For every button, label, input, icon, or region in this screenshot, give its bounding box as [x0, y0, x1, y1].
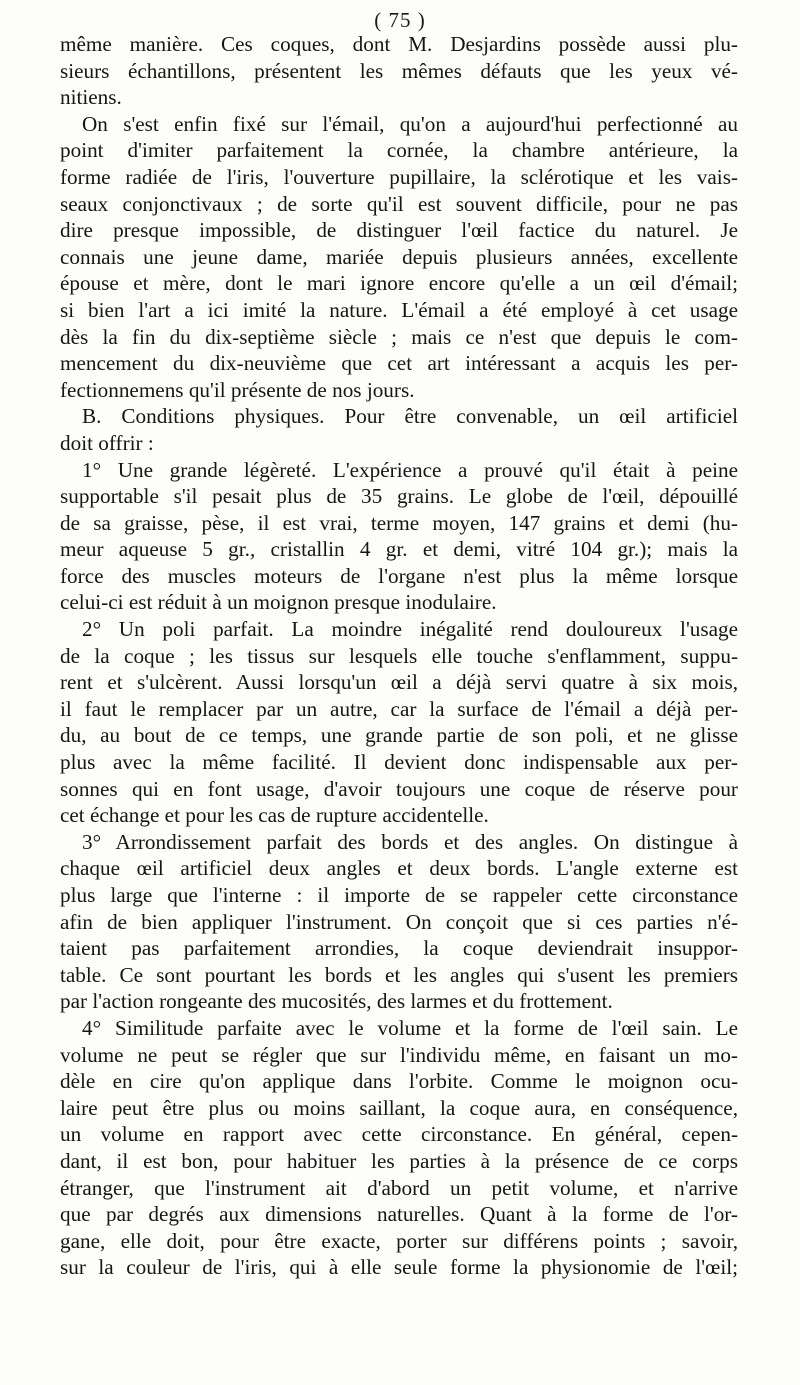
- text-line: même manière. Ces coques, dont M. Desjardins possède aussi plu-: [60, 32, 738, 56]
- text-line: il faut le remplacer par un autre, car la surface de l'émail a déjà per-: [60, 696, 738, 721]
- text-line: de la coque ; les tissus sur lesquels elle touche s'enflamment, suppu-: [60, 643, 738, 668]
- text-line: meur aqueuse 5 gr., cristallin 4 gr. et demi, vitré 104 gr.); mais la: [60, 537, 738, 562]
- text-line: 4° Similitude parfaite avec le volume et la forme de l'œil sain. Le: [82, 1015, 738, 1040]
- text-line: sur la couleur de l'iris, qui à elle seule forme la physionomie de l'œil;: [60, 1255, 738, 1280]
- text-line: dire presque impossible, de distinguer l'œil factice du naturel. Je: [60, 218, 738, 243]
- text-line: du, au bout de ce temps, une grande partie de son poli, et ne glisse: [60, 723, 738, 748]
- text-line: 1° Une grande légèreté. L'expérience a prouvé qu'il était à peine: [82, 457, 738, 482]
- page-number: ( 75 ): [374, 8, 426, 32]
- text-line: On s'est enfin fixé sur l'émail, qu'on a aujourd'hui perfectionné au: [82, 111, 738, 136]
- text-line: afin de bien appliquer l'instrument. On conçoit que si ces parties n'é-: [60, 909, 738, 934]
- text-line: 3° Arrondissement parfait des bords et des angles. On distingue à: [82, 829, 738, 854]
- text-line: celui-ci est réduit à un moignon presque inodulaire.: [60, 590, 497, 615]
- text-line: table. Ce sont pourtant les bords et les angles qui s'usent les premiers: [60, 962, 738, 987]
- text-line: fectionnemens qu'il présente de nos jours.: [60, 377, 415, 402]
- text-line: plus large que l'interne : il importe de se rappeler cette circonstance: [60, 883, 738, 907]
- text-line: rent et s'ulcèrent. Aussi lorsqu'un œil a déjà servi quatre à six mois,: [60, 670, 738, 695]
- text-line: laire peut être plus ou moins saillant, la coque aura, en conséquence,: [60, 1095, 738, 1120]
- text-line: 2° Un poli parfait. La moindre inégalité rend douloureux l'usage: [82, 617, 738, 642]
- text-line: cet échange et pour les cas de rupture accidentelle.: [60, 803, 489, 828]
- text-line: dant, il est bon, pour habituer les parties à la présence de ce corps: [60, 1148, 738, 1173]
- text-line: B. Conditions physiques. Pour être convenable, un œil artificiel: [82, 404, 738, 429]
- text-line: sonnes qui en font usage, d'avoir toujours une coque de réserve pour: [60, 776, 738, 801]
- text-line: volume ne peut se régler que sur l'individu même, en faisant un mo-: [60, 1042, 738, 1067]
- text-line: nitiens.: [60, 85, 122, 110]
- text-line: chaque œil artificiel deux angles et deux bords. L'angle externe est: [60, 856, 738, 881]
- text-line: dèle en cire qu'on applique dans l'orbite. Comme le moignon ocu-: [60, 1069, 738, 1094]
- text-line: plus avec la même facilité. Il devient donc indispensable aux per-: [60, 750, 738, 775]
- text-line: par l'action rongeante des mucosités, des larmes et du frottement.: [60, 989, 613, 1014]
- text-line: taient pas parfaitement arrondies, la coque deviendrait insuppor-: [60, 936, 738, 961]
- text-line: connais une jeune dame, mariée depuis plusieurs années, excellente: [60, 244, 738, 269]
- text-line: point d'imiter parfaitement la cornée, la chambre antérieure, la: [60, 138, 738, 163]
- text-line: gane, elle doit, pour être exacte, porter sur différens points ; savoir,: [60, 1228, 738, 1253]
- text-line: que par degrés aux dimensions naturelles. Quant à la forme de l'or-: [60, 1202, 738, 1227]
- text-line: étranger, que l'instrument ait d'abord un petit volume, et n'arrive: [60, 1175, 738, 1200]
- text-line: dès la fin du dix-septième siècle ; mais ce n'est que depuis le com-: [60, 324, 738, 349]
- text-line: supportable s'il pesait plus de 35 grains. Le globe de l'œil, dépouillé: [60, 484, 738, 509]
- text-line: forme radiée de l'iris, l'ouverture pupillaire, la sclérotique et les vais-: [60, 164, 738, 189]
- text-line: force des muscles moteurs de l'organe n'est plus la même lorsque: [60, 563, 738, 588]
- text-line: de sa graisse, pèse, il est vrai, terme moyen, 147 grains et demi (hu-: [60, 510, 738, 535]
- text-line: sieurs échantillons, présentent les mêmes défauts que les yeux vé-: [60, 58, 738, 83]
- text-line: doit offrir :: [60, 430, 154, 455]
- text-line: épouse et mère, dont le mari ignore encore qu'elle a un œil d'émail;: [60, 271, 738, 296]
- text-line: mencement du dix-neuvième que cet art intéressant a acquis les per-: [60, 351, 738, 376]
- text-line: seaux conjonctivaux ; de sorte qu'il est souvent difficile, pour ne pas: [60, 191, 738, 216]
- body-text: [60, 31, 738, 1281]
- text-line: si bien l'art a ici imité la nature. L'émail a été employé à cet usage: [60, 297, 738, 322]
- text-line: un volume en rapport avec cette circonstance. En général, cepen-: [60, 1122, 738, 1147]
